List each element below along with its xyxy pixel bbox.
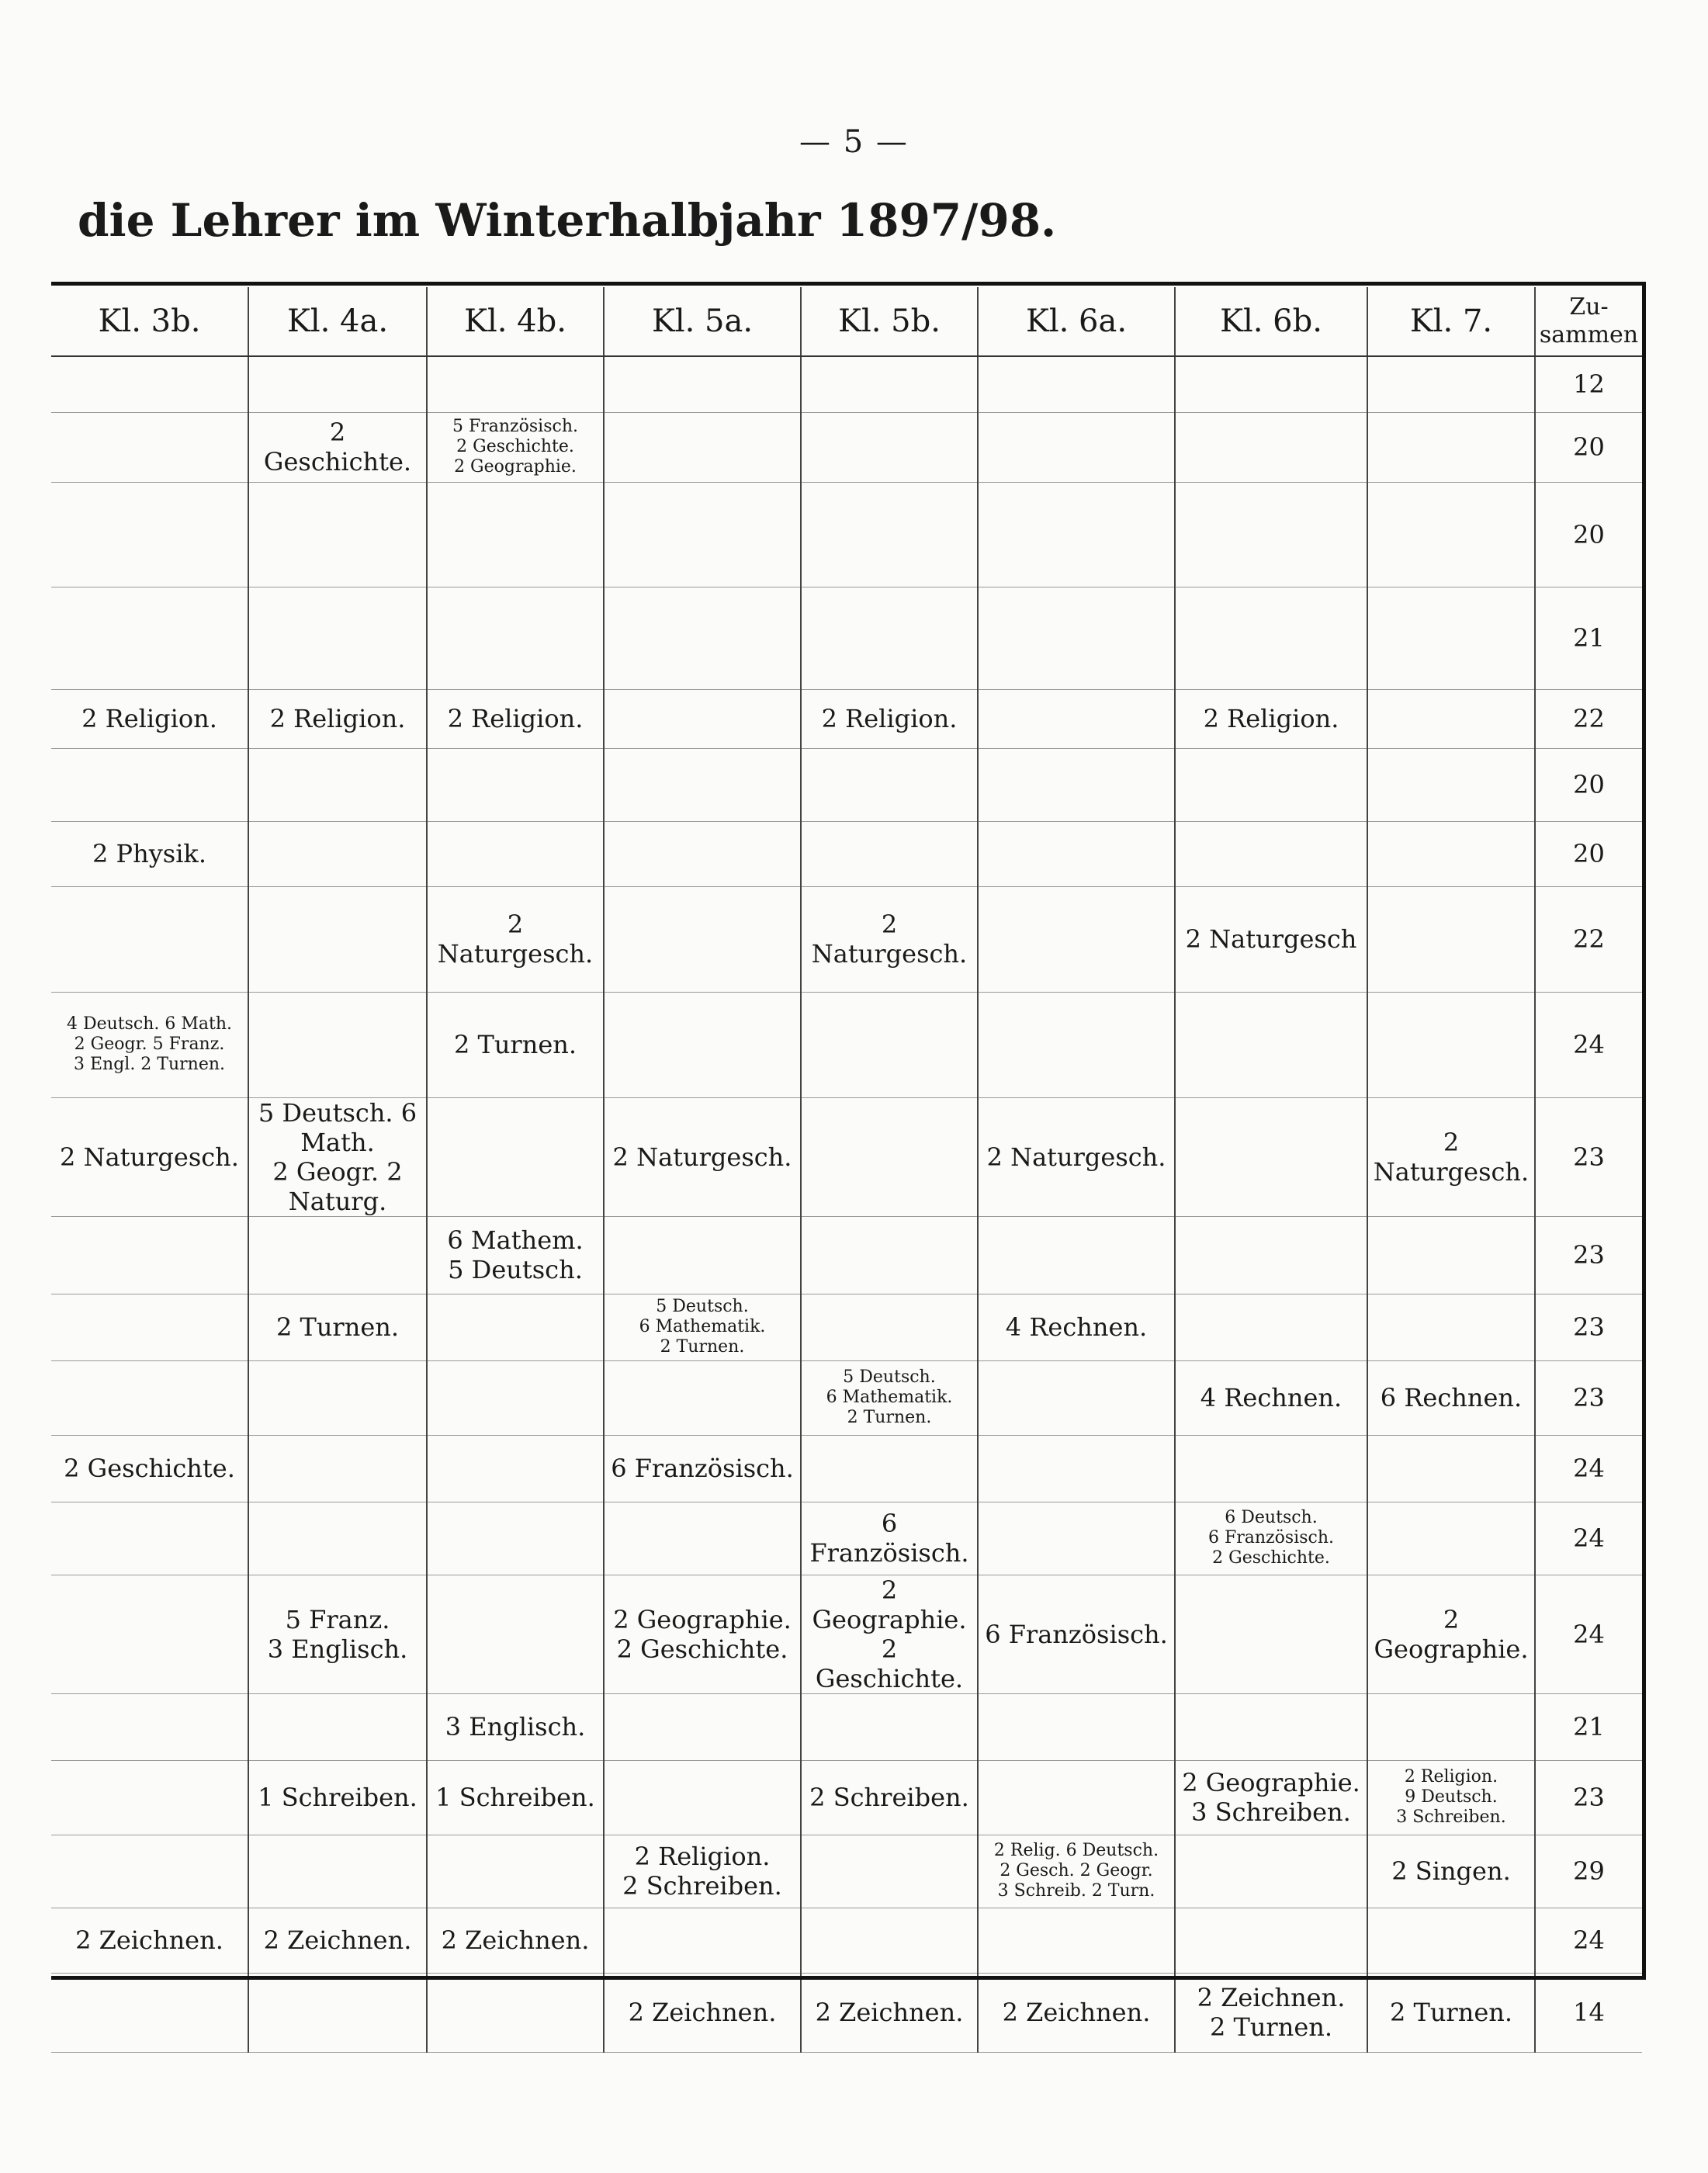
lesson-cell: 1 Schreiben.: [427, 1760, 604, 1835]
lesson-cell: 2 Turnen.: [1367, 1973, 1535, 2052]
empty-cell: [604, 587, 801, 689]
table-row: [51, 1575, 1642, 1693]
lesson-cell: 2 Zeichnen.: [51, 1908, 248, 1973]
empty-cell: [1367, 1502, 1535, 1575]
empty-cell: [801, 1294, 978, 1360]
empty-cell: [248, 1835, 427, 1908]
table-row: [51, 1908, 1642, 1973]
empty-cell: [248, 821, 427, 886]
row-total-cell: 20: [1535, 821, 1642, 886]
empty-cell: [978, 1760, 1175, 1835]
empty-cell: [51, 587, 248, 689]
empty-cell: [248, 1693, 427, 1760]
lesson-cell: 6 Mathem. 5 Deutsch.: [427, 1216, 604, 1294]
row-total-cell: 29: [1535, 1835, 1642, 1908]
column-header-7: Kl. 6b.: [1175, 287, 1367, 356]
lesson-cell: 5 Deutsch. 6 Mathematik. 2 Turnen.: [801, 1360, 978, 1435]
lesson-cell: 2 Religion.: [51, 689, 248, 748]
empty-cell: [248, 886, 427, 992]
table-body: [51, 356, 1642, 2052]
empty-cell: [604, 1502, 801, 1575]
lesson-cell: 2 Religion.: [427, 689, 604, 748]
empty-cell: [427, 1360, 604, 1435]
lesson-cell: 5 Deutsch. 6 Math. 2 Geogr. 2 Naturg.: [248, 1097, 427, 1216]
column-header-2: Kl. 4a.: [248, 287, 427, 356]
lesson-cell: 5 Franz. 3 Englisch.: [248, 1575, 427, 1693]
empty-cell: [1175, 1693, 1367, 1760]
empty-cell: [51, 1294, 248, 1360]
table-row: [51, 992, 1642, 1097]
lesson-cell: 2 Geographie. 2 Geschichte.: [801, 1575, 978, 1693]
empty-cell: [427, 356, 604, 412]
empty-cell: [978, 1435, 1175, 1502]
row-total-cell: 23: [1535, 1294, 1642, 1360]
lesson-cell: 6 Französisch.: [604, 1435, 801, 1502]
empty-cell: [978, 748, 1175, 821]
empty-cell: [801, 412, 978, 482]
lesson-cell: 2 Naturgesch.: [1367, 1097, 1535, 1216]
column-header-3: Kl. 4b.: [427, 287, 604, 356]
lesson-cell: 2 Physik.: [51, 821, 248, 886]
empty-cell: [51, 1760, 248, 1835]
empty-cell: [51, 1502, 248, 1575]
page-heading: die Lehrer im Winterhalbjahr 1897/98.: [78, 194, 1057, 247]
lesson-cell: 2 Geographie. 3 Schreiben.: [1175, 1760, 1367, 1835]
row-total-cell: 23: [1535, 1216, 1642, 1294]
table-row: [51, 1835, 1642, 1908]
table-row: [51, 748, 1642, 821]
column-header-row: [51, 287, 1642, 356]
empty-cell: [1175, 1435, 1367, 1502]
lesson-cell: 2 Geschichte.: [248, 412, 427, 482]
empty-cell: [604, 992, 801, 1097]
empty-cell: [427, 1097, 604, 1216]
row-total-cell: 22: [1535, 689, 1642, 748]
empty-cell: [248, 587, 427, 689]
row-total-cell: 24: [1535, 1435, 1642, 1502]
empty-cell: [248, 1435, 427, 1502]
table-row: [51, 1216, 1642, 1294]
table-row: [51, 482, 1642, 587]
empty-cell: [801, 1908, 978, 1973]
empty-cell: [51, 412, 248, 482]
empty-cell: [978, 1908, 1175, 1973]
empty-cell: [248, 1502, 427, 1575]
empty-cell: [1367, 689, 1535, 748]
column-header-4: Kl. 5a.: [604, 287, 801, 356]
empty-cell: [801, 1097, 978, 1216]
row-total-cell: 20: [1535, 482, 1642, 587]
empty-cell: [1367, 1693, 1535, 1760]
lesson-cell: 2 Zeichnen. 2 Turnen.: [1175, 1973, 1367, 2052]
empty-cell: [604, 1360, 801, 1435]
table-row: [51, 1435, 1642, 1502]
lesson-cell: 2 Religion.: [1175, 689, 1367, 748]
empty-cell: [427, 1835, 604, 1908]
row-total-cell: 22: [1535, 886, 1642, 992]
lesson-cell: 6 Deutsch. 6 Französisch. 2 Geschichte.: [1175, 1502, 1367, 1575]
row-total-cell: 20: [1535, 748, 1642, 821]
lesson-cell: 2 Naturgesch.: [427, 886, 604, 992]
empty-cell: [604, 821, 801, 886]
empty-cell: [1175, 748, 1367, 821]
lesson-cell: 5 Deutsch. 6 Mathematik. 2 Turnen.: [604, 1294, 801, 1360]
empty-cell: [248, 748, 427, 821]
empty-cell: [1367, 821, 1535, 886]
empty-cell: [51, 356, 248, 412]
empty-cell: [1175, 1097, 1367, 1216]
empty-cell: [801, 992, 978, 1097]
table-row: [51, 821, 1642, 886]
empty-cell: [248, 1216, 427, 1294]
table-row: [51, 412, 1642, 482]
empty-cell: [248, 992, 427, 1097]
empty-cell: [801, 482, 978, 587]
empty-cell: [51, 886, 248, 992]
lesson-cell: 2 Zeichnen.: [248, 1908, 427, 1973]
table-row: [51, 1693, 1642, 1760]
empty-cell: [801, 1216, 978, 1294]
lesson-cell: 1 Schreiben.: [248, 1760, 427, 1835]
lesson-cell: 2 Geschichte.: [51, 1435, 248, 1502]
lesson-cell: 5 Französisch. 2 Geschichte. 2 Geographie.: [427, 412, 604, 482]
lesson-cell: 2 Naturgesch: [1175, 886, 1367, 992]
empty-cell: [978, 689, 1175, 748]
empty-cell: [248, 1360, 427, 1435]
empty-cell: [604, 356, 801, 412]
empty-cell: [51, 1575, 248, 1693]
empty-cell: [427, 587, 604, 689]
table-row: [51, 1502, 1642, 1575]
lesson-cell: 2 Singen.: [1367, 1835, 1535, 1908]
column-header-1: Kl. 3b.: [51, 287, 248, 356]
lesson-cell: 2 Religion. 9 Deutsch. 3 Schreiben.: [1367, 1760, 1535, 1835]
empty-cell: [51, 748, 248, 821]
row-total-cell: 23: [1535, 1360, 1642, 1435]
lesson-cell: 4 Rechnen.: [978, 1294, 1175, 1360]
lesson-cell: 2 Zeichnen.: [427, 1908, 604, 1973]
empty-cell: [1175, 1835, 1367, 1908]
empty-cell: [801, 1835, 978, 1908]
empty-cell: [978, 886, 1175, 992]
table-row: [51, 1973, 1642, 2052]
empty-cell: [604, 748, 801, 821]
empty-cell: [978, 992, 1175, 1097]
empty-cell: [1175, 1216, 1367, 1294]
empty-cell: [427, 1575, 604, 1693]
empty-cell: [51, 1693, 248, 1760]
empty-cell: [427, 1294, 604, 1360]
row-total-cell: 24: [1535, 992, 1642, 1097]
table-row: [51, 1294, 1642, 1360]
lesson-cell: 4 Deutsch. 6 Math. 2 Geogr. 5 Franz. 3 Engl. 2 Turnen.: [51, 992, 248, 1097]
table-row: [51, 1760, 1642, 1835]
empty-cell: [604, 1908, 801, 1973]
empty-cell: [604, 412, 801, 482]
row-total-cell: 14: [1535, 1973, 1642, 2052]
lesson-cell: 6 Rechnen.: [1367, 1360, 1535, 1435]
lesson-cell: 2 Geographie. 2 Geschichte.: [604, 1575, 801, 1693]
row-total-cell: 12: [1535, 356, 1642, 412]
empty-cell: [51, 482, 248, 587]
lesson-cell: 3 Englisch.: [427, 1693, 604, 1760]
empty-cell: [978, 482, 1175, 587]
empty-cell: [427, 821, 604, 886]
table-row: [51, 1097, 1642, 1216]
lesson-cell: 2 Geographie.: [1367, 1575, 1535, 1693]
lesson-cell: 2 Naturgesch.: [978, 1097, 1175, 1216]
row-total-cell: 24: [1535, 1908, 1642, 1973]
empty-cell: [51, 1216, 248, 1294]
row-total-cell: 23: [1535, 1097, 1642, 1216]
table-row: [51, 886, 1642, 992]
empty-cell: [427, 1435, 604, 1502]
empty-cell: [248, 356, 427, 412]
empty-cell: [51, 1360, 248, 1435]
teacher-schedule-table: [51, 287, 1642, 2053]
empty-cell: [801, 587, 978, 689]
lesson-cell: 2 Schreiben.: [801, 1760, 978, 1835]
empty-cell: [978, 1216, 1175, 1294]
table-row: [51, 587, 1642, 689]
row-total-cell: 21: [1535, 587, 1642, 689]
table-bottom-rule: [51, 1976, 1646, 1980]
lesson-cell: 2 Zeichnen.: [978, 1973, 1175, 2052]
empty-cell: [1175, 821, 1367, 886]
empty-cell: [978, 356, 1175, 412]
empty-cell: [1367, 1908, 1535, 1973]
empty-cell: [604, 482, 801, 587]
empty-cell: [801, 1435, 978, 1502]
lesson-cell: 2 Religion.: [801, 689, 978, 748]
empty-cell: [1367, 1216, 1535, 1294]
lesson-cell: 2 Naturgesch.: [604, 1097, 801, 1216]
empty-cell: [1367, 1435, 1535, 1502]
empty-cell: [801, 821, 978, 886]
lesson-cell: 2 Zeichnen.: [604, 1973, 801, 2052]
empty-cell: [51, 1835, 248, 1908]
lesson-cell: 2 Turnen.: [248, 1294, 427, 1360]
lesson-cell: 2 Naturgesch.: [51, 1097, 248, 1216]
empty-cell: [51, 1973, 248, 2052]
empty-cell: [427, 748, 604, 821]
table-top-rule: [51, 282, 1646, 286]
empty-cell: [604, 1216, 801, 1294]
empty-cell: [1367, 587, 1535, 689]
empty-cell: [1367, 748, 1535, 821]
table-row: [51, 689, 1642, 748]
empty-cell: [978, 587, 1175, 689]
row-total-cell: 24: [1535, 1502, 1642, 1575]
lesson-cell: 2 Naturgesch.: [801, 886, 978, 992]
empty-cell: [1175, 1908, 1367, 1973]
column-header-9: Zu- sammen: [1535, 287, 1642, 356]
lesson-cell: 2 Zeichnen.: [801, 1973, 978, 2052]
empty-cell: [1367, 482, 1535, 587]
lesson-cell: 2 Turnen.: [427, 992, 604, 1097]
empty-cell: [978, 412, 1175, 482]
empty-cell: [978, 1502, 1175, 1575]
column-header-5: Kl. 5b.: [801, 287, 978, 356]
empty-cell: [1175, 412, 1367, 482]
empty-cell: [978, 1693, 1175, 1760]
row-total-cell: 21: [1535, 1693, 1642, 1760]
row-total-cell: 20: [1535, 412, 1642, 482]
empty-cell: [1175, 482, 1367, 587]
lesson-cell: 2 Relig. 6 Deutsch. 2 Gesch. 2 Geogr. 3 Schreib. 2 Turn.: [978, 1835, 1175, 1908]
table-row: [51, 1360, 1642, 1435]
empty-cell: [1175, 587, 1367, 689]
empty-cell: [604, 1760, 801, 1835]
empty-cell: [978, 1360, 1175, 1435]
empty-cell: [427, 1502, 604, 1575]
empty-cell: [978, 821, 1175, 886]
empty-cell: [248, 482, 427, 587]
empty-cell: [1175, 992, 1367, 1097]
empty-cell: [604, 886, 801, 992]
empty-cell: [801, 356, 978, 412]
empty-cell: [248, 1973, 427, 2052]
empty-cell: [1367, 886, 1535, 992]
empty-cell: [1367, 992, 1535, 1097]
empty-cell: [1367, 412, 1535, 482]
empty-cell: [1175, 1294, 1367, 1360]
empty-cell: [427, 1973, 604, 2052]
page-number: — 5 —: [799, 124, 909, 160]
column-header-6: Kl. 6a.: [978, 287, 1175, 356]
lesson-cell: 4 Rechnen.: [1175, 1360, 1367, 1435]
lesson-cell: 6 Französisch.: [978, 1575, 1175, 1693]
empty-cell: [1367, 356, 1535, 412]
empty-cell: [427, 482, 604, 587]
lesson-cell: 2 Religion.: [248, 689, 427, 748]
lesson-cell: 2 Religion. 2 Schreiben.: [604, 1835, 801, 1908]
row-total-cell: 24: [1535, 1575, 1642, 1693]
empty-cell: [604, 689, 801, 748]
empty-cell: [1367, 1294, 1535, 1360]
empty-cell: [801, 1693, 978, 1760]
empty-cell: [1175, 1575, 1367, 1693]
row-total-cell: 23: [1535, 1760, 1642, 1835]
table-row: [51, 356, 1642, 412]
empty-cell: [1175, 356, 1367, 412]
empty-cell: [604, 1693, 801, 1760]
lesson-cell: 6 Französisch.: [801, 1502, 978, 1575]
table-right-rule: [1642, 284, 1646, 1976]
empty-cell: [801, 748, 978, 821]
column-header-8: Kl. 7.: [1367, 287, 1535, 356]
